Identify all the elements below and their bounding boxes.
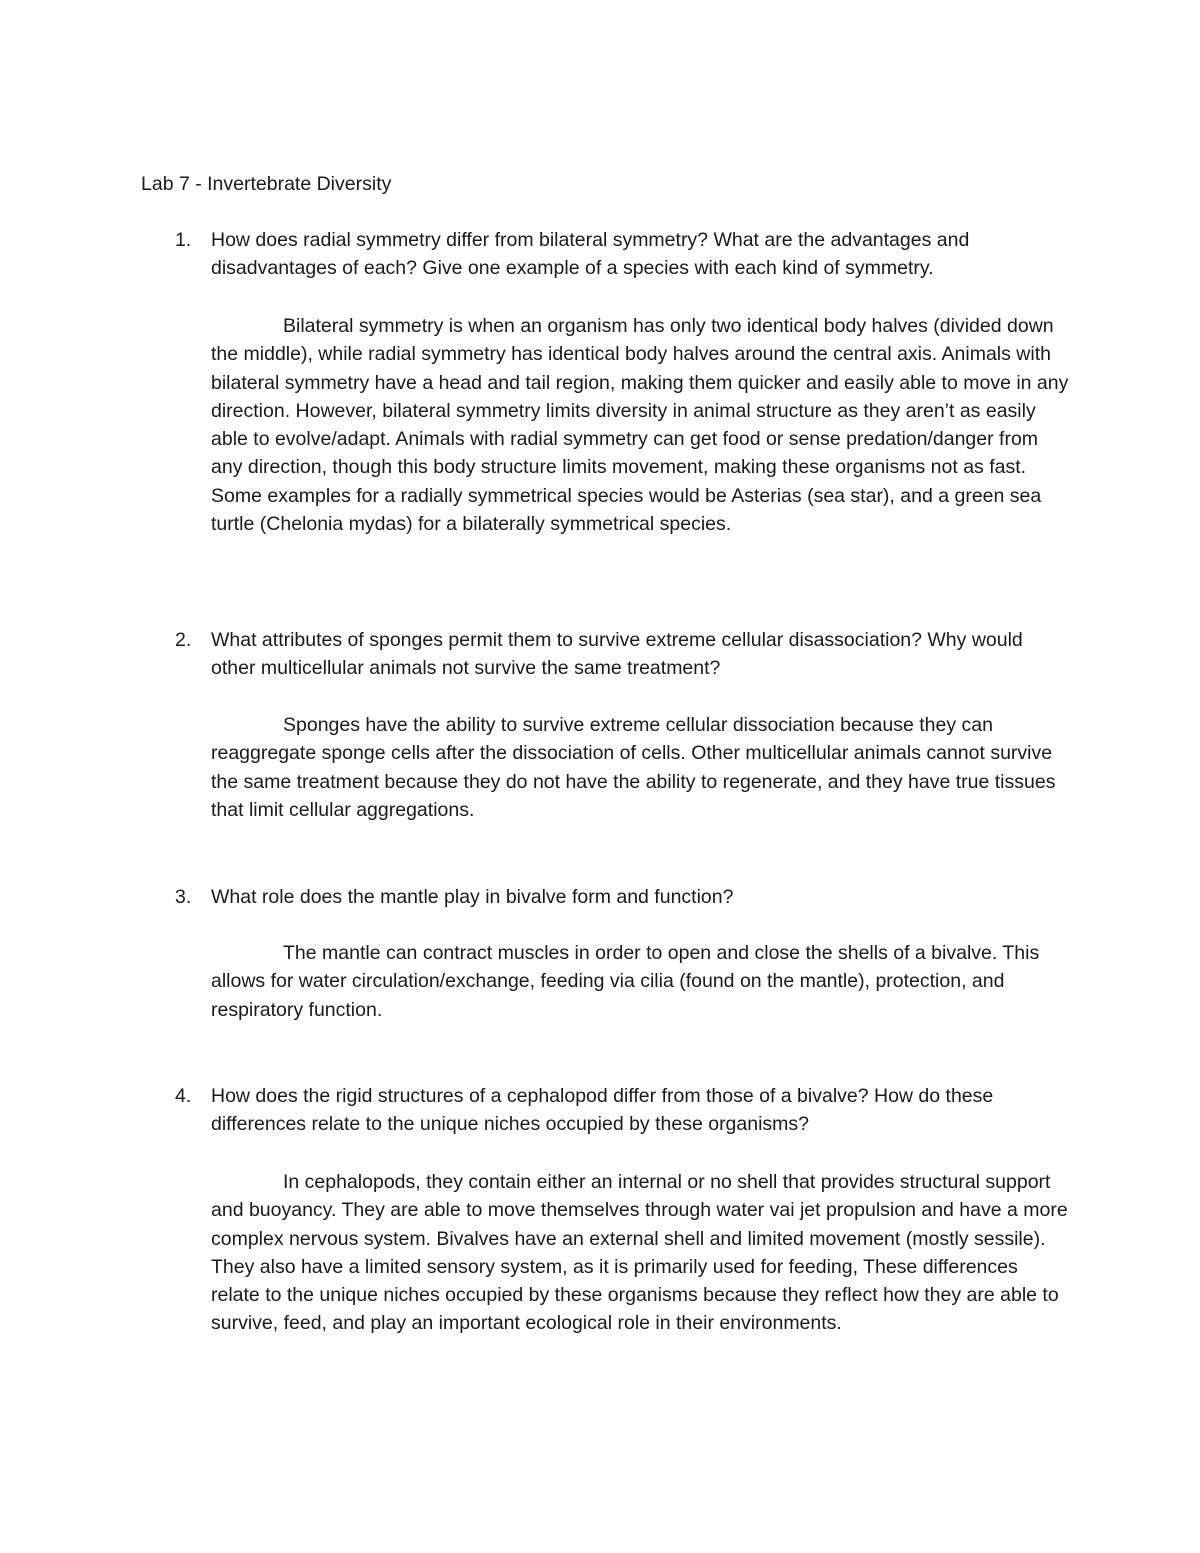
question-text: What role does the mantle play in bivalve form and function? xyxy=(211,886,734,908)
question-number: 2. xyxy=(175,629,192,651)
answer-text: In cephalopods, they contain either an internal or no shell that provides structural support and buoyancy. They are able to move themselves through water vai jet propulsion and have a more complex nervous system. Bivalves have an external shell and limited movement (mostly sessile). They also have a limited sensory system, as it is primarily used for feeding, These differences relate to the unique niches occupied by these organisms because they reflect how they are able to survive, feed, and play an important ecological role in their environments. xyxy=(211,1171,1068,1335)
document-title: Lab 7 - Invertebrate Diversity xyxy=(141,173,392,195)
question-text: How does the rigid structures of a cephalopod differ from those of a bivalve? How do these differences relate to the unique niches occupied by these organisms? xyxy=(211,1085,994,1136)
answer-text: Sponges have the ability to survive extreme cellular dissociation because they can reaggregate sponge cells after the dissociation of cells. Other multicellular animals cannot survive the same treatment because they do not have the ability to regenerate, and they have true tissues that limit cellular aggregations. xyxy=(211,714,1056,821)
question-number: 4. xyxy=(175,1085,192,1107)
answer-text: The mantle can contract muscles in order to open and close the shells of a bivalve. This allows for water circulation/exchange, feeding via cilia (found on the mantle), protection, and respiratory function. xyxy=(211,942,1040,1021)
question-number: 3. xyxy=(175,886,192,908)
question-number: 1. xyxy=(175,229,192,251)
question-text: How does radial symmetry differ from bilateral symmetry? What are the advantages and disadvantages of each? Give one example of a species with each kind of symmetry. xyxy=(211,229,970,280)
question-text: What attributes of sponges permit them to survive extreme cellular disassociation? Why would other multicellular animals not survive the same treatment? xyxy=(211,629,1023,680)
answer-text: Bilateral symmetry is when an organism has only two identical body halves (divided down the middle), while radial symmetry has identical body halves around the central axis. Animals with bilateral symmetry have a head and tail region, making them quicker and easily able to move in any direction. However, bilateral symmetry limits diversity in animal structure as they aren’t as easily able to evolve/adapt. Animals with radial symmetry can get food or sense predation/danger from any direction, though this body structure limits movement, making these organisms not as fast. Some examples for a radially symmetrical species would be Asterias (sea star), and a green sea turtle (Chelonia mydas) for a bilaterally symmetrical species. xyxy=(211,315,1069,536)
